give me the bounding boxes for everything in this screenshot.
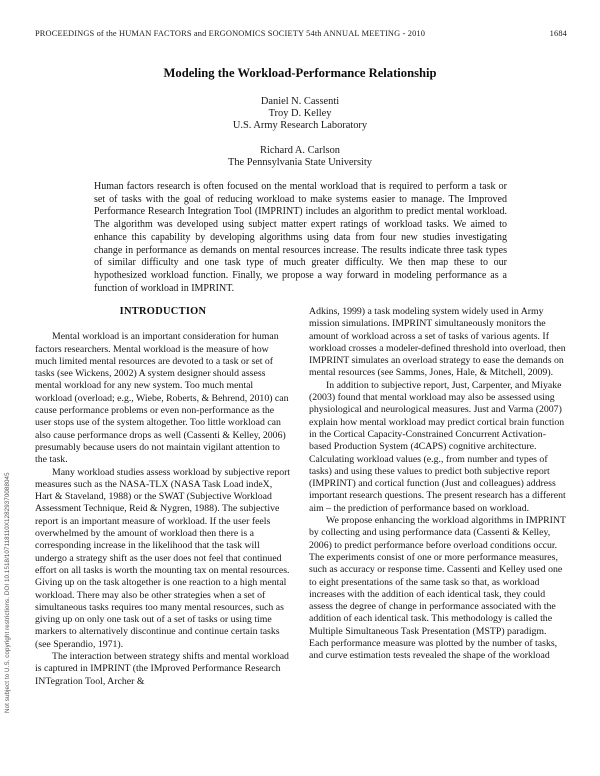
- page-number: 1684: [549, 29, 567, 38]
- author-line: Richard A. Carlson: [260, 145, 340, 156]
- running-header: [35, 29, 567, 38]
- section-heading-introduction: INTRODUCTION: [119, 306, 207, 317]
- body-paragraph: Adkins, 1999) a task modeling system widely used in Army mission simulations. IMPRINT simultaneously monitors the amount of workload across a set of tasks of various agents. If workload crosses a modeler-defined threshold into overload, then IMPRINT simulates an overload strategy to ease the demands on mental resources (see Samms, Jones, Hale, & Mitchell, 2009).: [309, 306, 566, 379]
- paper-title: Modeling the Workload-Performance Relationship: [163, 66, 437, 80]
- copyright-doi-note: Not subject to U.S. copyright restrictions. DOI 10.1518/107118110X12829370088045: [4, 472, 11, 713]
- body-paragraph: In addition to subjective report, Just, Carpenter, and Miyake (2003) found that mental workload may also be assessed using physiological and neurological measures. Just and Varma (2007) explain how mental workload may predict cortical brain function in the Cortical Capacity-Constrained Concurrent Activation-based Production System (4CAPS) cognitive architecture. Calculating workload values (e.g., from number and types of tasks) and using these values to predict both subjective report (IMPRINT) and cortical function (Just and colleagues) address important research questions. The present research has a different aim – the prediction of performance based on workload.: [309, 379, 566, 514]
- author-block-primary: [0, 96, 600, 133]
- left-column-paragraphs: [35, 331, 291, 688]
- right-column-paragraphs: [309, 306, 566, 663]
- left-column: [35, 306, 291, 688]
- author-line: The Pennsylvania State University: [228, 157, 372, 169]
- right-column: [309, 306, 566, 663]
- author-line: Daniel N. Cassenti: [260, 96, 340, 107]
- author-line: Troy D. Kelley: [268, 108, 332, 120]
- header-proceedings-text: PROCEEDINGS of the HUMAN FACTORS and ERGONOMICS SOCIETY 54th ANNUAL MEETING - 2010: [35, 29, 426, 38]
- abstract-paragraph: Human factors research is often focused on the mental workload that is required to perform a task or set of tasks with the goal of reducing workload to make systems easier to manage. The Improved Performance Research Integration Tool (IMPRINT) includes an algorithm to predict mental workload. The algorithm was developed using subject matter expert ratings of workload tasks. We aimed to enhance this capability by developing algorithms using data from four new studies investigating change in performance as demands on mental resources increase. The results indicate three task types of similar difficulty and one task type of much greater difficulty. We then map these to our hypothesized workload function. Finally, we propose a way forward in modeling performance as a function of workload in IMPRINT.: [94, 181, 507, 294]
- body-paragraph: Mental workload is an important consideration for human factors researchers. Mental workload is the measure of how much limited mental resources are devoted to a task or set of tasks (see Wickens, 2002) A system designer should assess mental workload for any new system. Too much mental workload (overload; e.g., Wiebe, Roberts, & Behrend, 2010) can cause performance problems or even non-performance as the user stops use of the system altogether. Too little workload can also cause performance drops as well (Cassenti & Kelley, 2006) presumably because users do not maintain vigilant attention to the task.: [35, 331, 289, 466]
- body-paragraph: We propose enhancing the workload algorithms in IMPRINT by collecting and using performance data (Cassenti & Kelley, 2006) to predict performance before overload conditions occur. The experiments consist of one or more performance measures, such as accuracy or response time. Cassenti and Kelley used one to eight presentations of the same task so that, as workload increases with the addition of each identical task, they could assess the degree of change in performance associated with the addition of each identical task. This methodology is called the Multiple Simultaneous Task Presentation (MSTP) paradigm. Each performance measure was plotted by the number of tasks, and curve estimation tests revealed the shape of the workload: [309, 515, 566, 662]
- body-paragraph: Many workload studies assess workload by subjective report measures such as the NASA-TLX (NASA Task Load indeX, Hart & Staveland, 1988) or the SWAT (Subjective Workload Assessment Technique, Reid & Nygren, 1988). The subjective report is an important measure of workload. If the user feels overwhelmed by the amount of workload then there is a corresponding increase in the likelihood that the task will undergo a strategy shift as the user does not feel that continued effort on all tasks is worth the mounting tax on mental resources. Giving up on the task altogether is one reaction to a high mental workload. There may also be other strategies when a set of simultaneous tasks requires too many mental resources, such as giving up on only one task out of a set of tasks or using time markers to alternatively discontinue and continue certain tasks (see Sperandio, 1971).: [35, 466, 291, 650]
- author-block-secondary: [0, 145, 600, 169]
- body-paragraph: The interaction between strategy shifts and mental workload is captured in IMPRINT (the IMproved Performance Research INTegration Tool, Archer &: [35, 651, 289, 687]
- author-line: U.S. Army Research Laboratory: [232, 120, 368, 132]
